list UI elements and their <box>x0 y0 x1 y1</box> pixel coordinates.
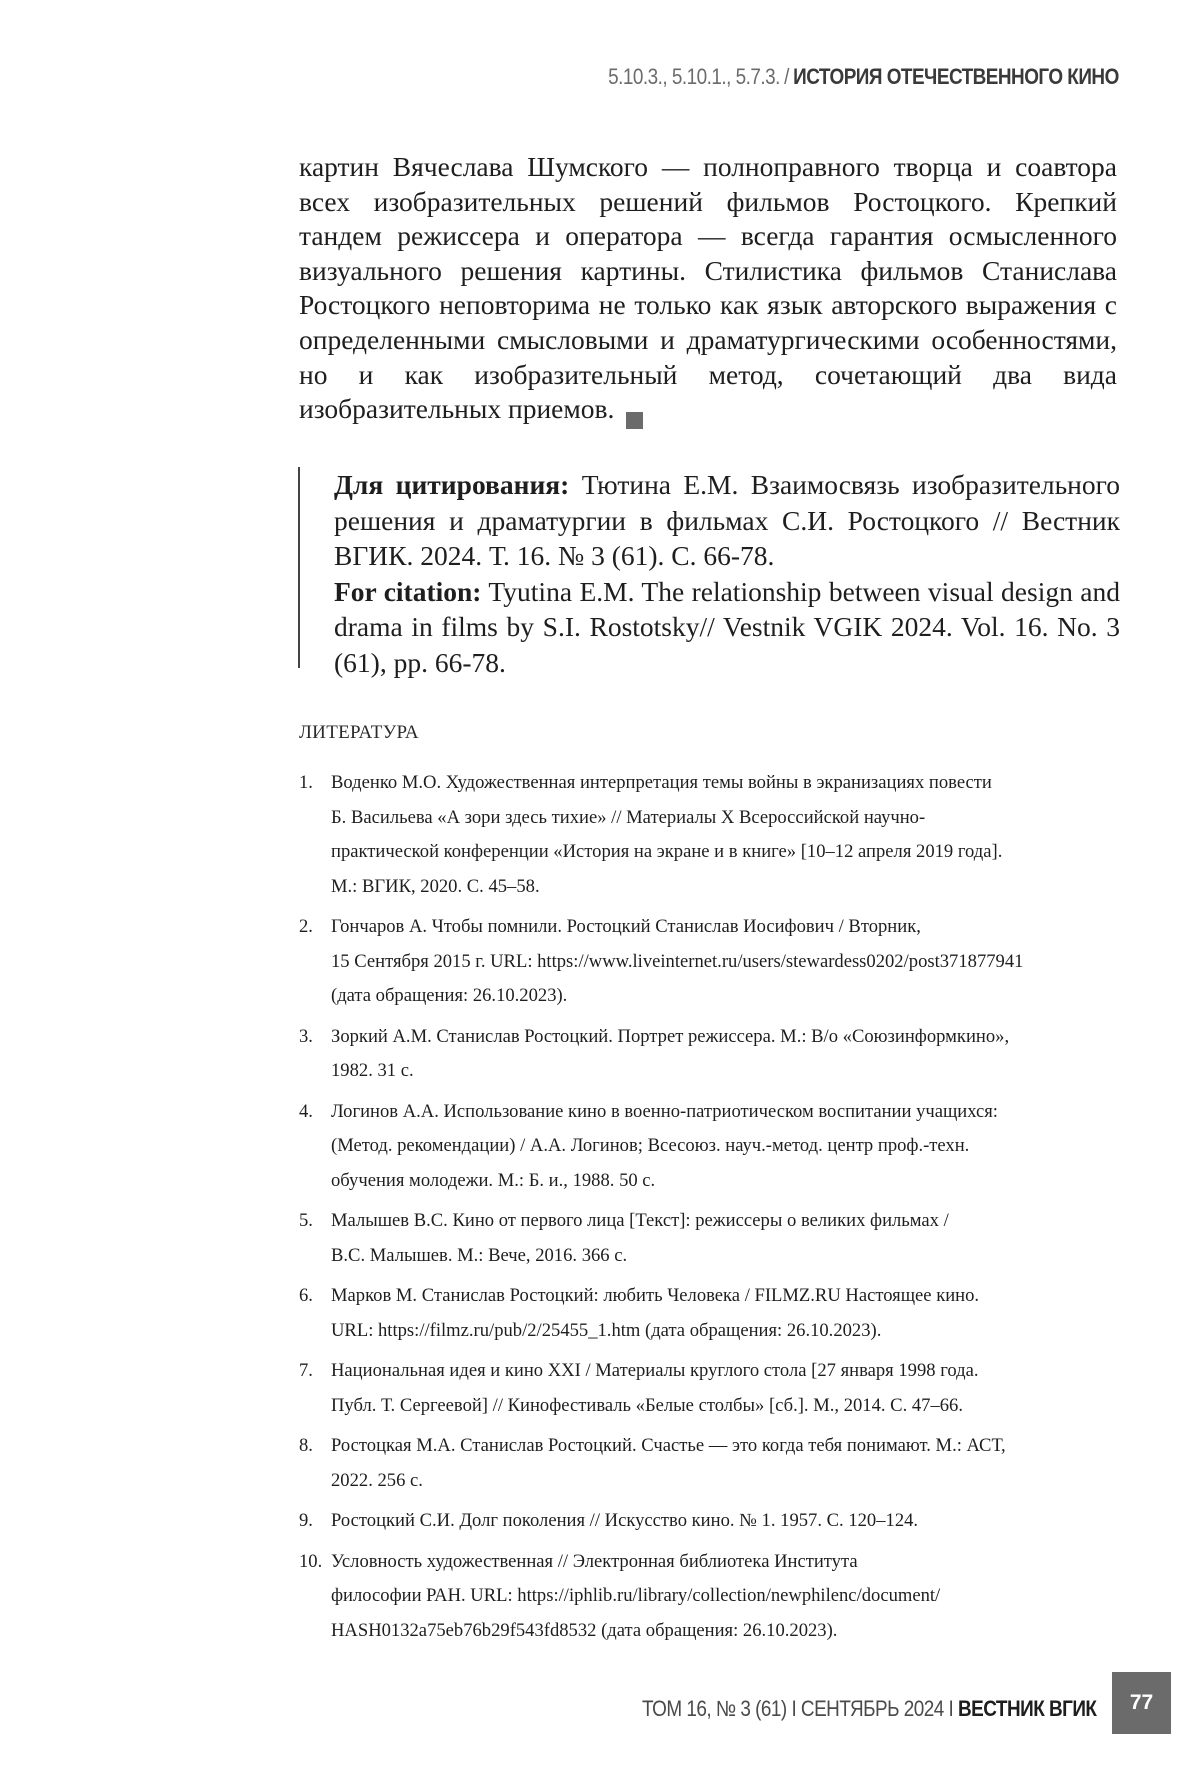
reference-line: Ростоцкая М.А. Станислав Ростоцкий. Счастье — это когда тебя понимают. М.: АСТ, <box>331 1435 1006 1456</box>
body-paragraph-text: картин Вячеслава Шумского — полноправного творца и соавтора всех изобразительных решений фильмов Ростоцкого. Крепкий тандем режиссера и оператора — всегда гарантия осмысленного визуального решения картины. Стилистика фильмов Станислава Ростоцкого неповторима не только как язык авторского выражения с определенными смысловыми и драматургическими особенностями, но и как изобразительный метод, сочетающий два вида изобразительных приемов. <box>299 151 1117 425</box>
citation-en-text: Tyutina E.M. The relationship between visual design and drama in films by S.I. Rostotsky// Vestnik VGIK 2024. Vol. 16. No. 3 (61), pp. 66-78. <box>334 575 1120 678</box>
reference-item <box>299 1545 1129 1649</box>
reference-item <box>299 1429 1129 1498</box>
reference-line: 1982. 31 с. <box>331 1060 414 1081</box>
reference-line: Условность художественная // Электронная библиотека Института <box>331 1550 858 1572</box>
reference-line: Ростоцкий С.И. Долг поколения // Искусство кино. № 1. 1957. С. 120–124. <box>331 1510 919 1531</box>
header-separator: / <box>784 64 790 89</box>
reference-line: М.: ВГИК, 2020. С. 45–58. <box>331 875 540 897</box>
reference-line: Публ. Т. Сергеевой] // Кинофестиваль «Белые столбы» [сб.]. М., 2014. С. 47–66. <box>331 1394 964 1416</box>
reference-number: 4. <box>299 1100 313 1122</box>
references-list <box>299 766 1129 1654</box>
reference-line: Гончаров А. Чтобы помнили. Ростоцкий Станислав Иосифович / Вторник, <box>331 916 921 937</box>
reference-number: 7. <box>299 1360 313 1381</box>
reference-line: (Метод. рекомендации) / А.А. Логинов; Всесоюз. науч.-метод. центр проф.-техн. <box>331 1135 970 1156</box>
reference-line: Воденко М.О. Художественная интерпретация темы войны в экранизациях повести <box>331 772 992 793</box>
citation-block <box>298 467 1120 678</box>
reference-line: HASH0132a75eb76b29f543fd8532 (дата обращения: 26.10.2023). <box>331 1619 838 1641</box>
reference-line: практической конференции «История на экране и в книге» [10–12 апреля 2019 года]. <box>331 841 1003 862</box>
reference-number: 3. <box>299 1025 313 1047</box>
reference-line: (дата обращения: 26.10.2023). <box>331 985 568 1006</box>
reference-item <box>299 1020 1129 1089</box>
reference-line: Зоркий А.М. Станислав Ростоцкий. Портрет режиссера. М.: В/о «Союзинформкино», <box>331 1025 1010 1047</box>
header-section-title: ИСТОРИЯ ОТЕЧЕСТВЕННОГО КИНО <box>793 64 1119 89</box>
reference-line: 2022. 256 с. <box>331 1469 423 1491</box>
reference-number: 9. <box>299 1510 313 1531</box>
reference-line: URL: https://filmz.ru/pub/2/25455_1.htm (дата обращения: 26.10.2023). <box>331 1319 882 1341</box>
citation-en-label: For citation: <box>334 575 482 607</box>
reference-line: Б. Васильева «А зори здесь тихие» // Материалы X Всероссийской научно- <box>331 806 926 828</box>
page-number: 77 <box>1112 1672 1171 1734</box>
reference-item <box>299 1095 1129 1199</box>
reference-number: 6. <box>299 1285 313 1306</box>
reference-item <box>299 1279 1129 1348</box>
reference-line: Марков М. Станислав Ростоцкий: любить Человека / FILMZ.RU Настоящее кино. <box>331 1285 980 1306</box>
running-footer <box>642 1696 1096 1722</box>
reference-item <box>299 1504 1129 1539</box>
footer-issue: ТОМ 16, № 3 (61) I СЕНТЯБРЬ 2024 I <box>641 1696 953 1721</box>
reference-item <box>299 1354 1129 1423</box>
citation-ru-label: Для цитирования: <box>334 469 570 500</box>
running-header <box>608 64 1119 90</box>
citation-ru-text: Тютина Е.М. Взаимосвязь изобразительного решения и драматургии в фильмах С.И. Ростоцкого // Вестник ВГИК. 2024. Т. 16. № 3 (61). С. 66-78. <box>334 469 1120 571</box>
header-codes: 5.10.3., 5.10.1., 5.7.3. <box>608 64 781 89</box>
reference-line: В.С. Малышев. М.: Вече, 2016. 366 с. <box>331 1244 628 1266</box>
reference-number: 10. <box>299 1550 323 1572</box>
reference-line: Малышев В.С. Кино от первого лица [Текст]: режиссеры о великих фильмах / <box>331 1210 949 1231</box>
reference-line: Логинов А.А. Использование кино в военно-патриотическом воспитании учащихся: <box>331 1100 998 1122</box>
reference-number: 1. <box>299 772 313 793</box>
footer-journal-title: ВЕСТНИК ВГИК <box>957 1696 1096 1721</box>
end-of-article-mark <box>626 412 643 429</box>
reference-line: Национальная идея и кино XXI / Материалы круглого стола [27 января 1998 года. <box>331 1360 979 1381</box>
citation-en <box>334 574 1120 681</box>
reference-number: 8. <box>299 1435 313 1456</box>
reference-line: 15 Сентября 2015 г. URL: https://www.liveinternet.ru/users/stewardess0202/post371877941 <box>331 950 1024 972</box>
reference-item <box>299 1204 1129 1273</box>
reference-number: 5. <box>299 1210 313 1231</box>
body-paragraph <box>299 150 1117 429</box>
reference-item <box>299 910 1129 1014</box>
citation-ru <box>334 467 1120 574</box>
reference-number: 2. <box>299 916 313 937</box>
reference-item <box>299 766 1129 904</box>
reference-line: философии РАН. URL: https://iphlib.ru/library/collection/newphilenc/document/ <box>331 1585 941 1606</box>
reference-line: обучения молодежи. М.: Б. и., 1988. 50 с. <box>331 1169 656 1191</box>
references-heading: ЛИТЕРАТУРА <box>299 722 419 743</box>
